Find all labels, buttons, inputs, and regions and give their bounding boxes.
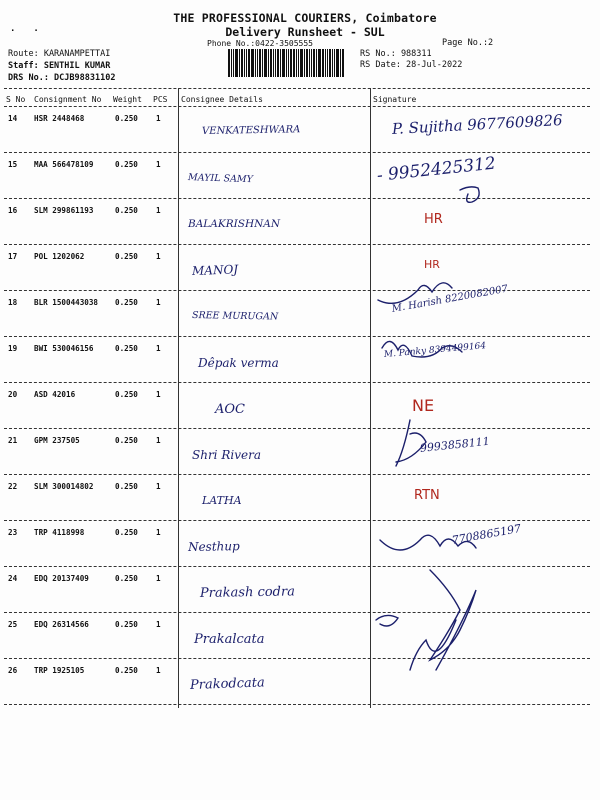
barcode-bar xyxy=(251,49,254,77)
barcode-bar xyxy=(248,49,250,77)
barcode-bar xyxy=(332,49,333,77)
cell-sno: 19 xyxy=(8,344,18,353)
barcode-bar xyxy=(313,49,315,77)
barcode-bar xyxy=(327,49,328,77)
cell-sno: 24 xyxy=(8,574,18,583)
cell-sno: 20 xyxy=(8,390,18,399)
barcode-bar xyxy=(268,49,269,77)
barcode-bar xyxy=(255,49,256,77)
cell-weight: 0.250 xyxy=(115,528,138,537)
cell-sno: 15 xyxy=(8,160,18,169)
cell-consignment: HSR 2448468 xyxy=(34,114,85,123)
cell-weight: 0.250 xyxy=(115,620,138,629)
barcode-bar xyxy=(241,49,243,77)
barcode-bar xyxy=(286,49,287,77)
barcode-bar xyxy=(336,49,339,77)
cell-pcs: 1 xyxy=(156,390,161,399)
consignee-name: Prakash codra xyxy=(199,584,296,601)
barcode-bar xyxy=(334,49,335,77)
cell-sno: 16 xyxy=(8,206,18,215)
cell-consignment: ASD 42016 xyxy=(34,390,76,399)
barcode-bar xyxy=(296,49,297,77)
cell-weight: 0.250 xyxy=(115,390,138,399)
barcode-bar xyxy=(288,49,289,77)
consignee-name: VENKATESHWARA xyxy=(201,124,301,137)
barcode-bar xyxy=(306,49,308,77)
barcode-bar xyxy=(290,49,292,77)
consignee-name: BALAKRISHNAN xyxy=(188,218,281,230)
barcode-bar xyxy=(259,49,261,77)
cell-consignment: SLM 299861193 xyxy=(34,206,94,215)
barcode-bar xyxy=(329,49,331,77)
signature-text: 7708865197 xyxy=(450,521,523,547)
cell-sno: 17 xyxy=(8,252,18,261)
consignee-name: Prakodcata xyxy=(189,675,265,693)
cell-pcs: 1 xyxy=(156,574,161,583)
barcode-bar xyxy=(322,49,324,77)
cell-weight: 0.250 xyxy=(115,206,138,215)
barcode-bar xyxy=(235,49,238,77)
company-title: THE PROFESSIONAL COURIERS, Coimbatore xyxy=(173,11,437,25)
barcode-bar xyxy=(342,49,344,77)
cell-pcs: 1 xyxy=(156,344,161,353)
col-header-consignment: Consignment No xyxy=(34,95,102,104)
rule-top xyxy=(4,88,590,89)
drs-number: DRS No.: DCJB98831102 xyxy=(8,73,116,83)
consignee-name: Prakalcata xyxy=(194,632,265,647)
rule-header xyxy=(4,106,590,107)
cell-weight: 0.250 xyxy=(115,252,138,261)
cell-pcs: 1 xyxy=(156,252,161,261)
phone-number: Phone No.:0422-3505555 xyxy=(207,39,313,48)
sheet-title: Delivery Runsheet - SUL xyxy=(225,25,385,39)
consignee-name: Nesthup xyxy=(187,539,240,554)
barcode-bar xyxy=(264,49,267,77)
cell-sno: 18 xyxy=(8,298,18,307)
barcode-bar xyxy=(304,49,305,77)
signature-text: RTN xyxy=(414,488,440,503)
cell-consignment: SLM 300014802 xyxy=(34,482,94,491)
consignee-name: Shri Rivera xyxy=(192,448,261,462)
barcode-bar xyxy=(228,49,230,77)
col-header-sno: S No xyxy=(6,95,26,104)
rs-number: RS No.: 988311 xyxy=(360,49,432,59)
signature-text: HR xyxy=(424,212,443,227)
barcode-bar xyxy=(273,49,274,77)
rs-date: RS Date: 28-Jul-2022 xyxy=(360,60,463,70)
cell-pcs: 1 xyxy=(156,528,161,537)
signature-scribbles xyxy=(370,150,600,710)
column-divider-consignee xyxy=(178,88,179,708)
barcode-bar xyxy=(316,49,317,77)
cell-weight: 0.250 xyxy=(115,666,138,675)
signature-text: HR xyxy=(424,258,440,271)
consignee-name: SREE MURUGAN xyxy=(191,310,279,323)
cell-pcs: 1 xyxy=(156,482,161,491)
barcode-bar xyxy=(298,49,299,77)
cell-weight: 0.250 xyxy=(115,160,138,169)
barcode-bar xyxy=(246,49,247,77)
signature-text: NE xyxy=(412,396,435,415)
barcode-bar xyxy=(270,49,272,77)
cell-sno: 23 xyxy=(8,528,18,537)
cell-pcs: 1 xyxy=(156,666,161,675)
col-header-pcs: PCS xyxy=(153,95,168,104)
cell-consignment: EDQ 20137409 xyxy=(34,574,89,583)
signature-text: M. Harish 8220082007 xyxy=(391,283,509,315)
cell-consignment: EDQ 26314566 xyxy=(34,620,89,629)
cell-consignment: MAA 566478109 xyxy=(34,160,94,169)
cell-sno: 22 xyxy=(8,482,18,491)
barcode-bar xyxy=(262,49,263,77)
col-header-consignee: Consignee Details xyxy=(181,95,263,104)
cell-consignment: POL 1202062 xyxy=(34,252,85,261)
cell-pcs: 1 xyxy=(156,620,161,629)
barcode-bar xyxy=(244,49,245,77)
cell-consignment: TRP 1925105 xyxy=(34,666,85,675)
barcode-bar xyxy=(309,49,310,77)
col-header-signature: Signature xyxy=(373,95,417,104)
cell-pcs: 1 xyxy=(156,298,161,307)
barcode-bar xyxy=(280,49,281,77)
barcode-bar xyxy=(318,49,321,77)
barcode-bar xyxy=(282,49,285,77)
cell-consignment: TRP 4118998 xyxy=(34,528,85,537)
signature-text: 9993858111 xyxy=(419,434,491,455)
cell-pcs: 1 xyxy=(156,114,161,123)
scan-marks: .. xyxy=(10,24,57,34)
cell-sno: 21 xyxy=(8,436,18,445)
barcode-bar xyxy=(311,49,312,77)
staff-label: Staff: SENTHIL KUMAR xyxy=(8,61,111,71)
cell-consignment: BLR 1500443038 xyxy=(34,298,99,307)
cell-pcs: 1 xyxy=(156,436,161,445)
barcode-bar xyxy=(340,49,341,77)
barcode-bar xyxy=(239,49,240,77)
barcode-bar xyxy=(257,49,258,77)
barcode-bar xyxy=(300,49,303,77)
barcode-bar xyxy=(293,49,295,77)
cell-weight: 0.250 xyxy=(115,574,138,583)
cell-weight: 0.250 xyxy=(115,344,138,353)
cell-pcs: 1 xyxy=(156,206,161,215)
page-number: Page No.:2 xyxy=(442,38,494,48)
signature-text: - 9952425312 xyxy=(375,153,497,186)
barcode-bar xyxy=(275,49,276,77)
cell-pcs: 1 xyxy=(156,160,161,169)
cell-consignment: BWI 530046156 xyxy=(34,344,94,353)
barcode-bar xyxy=(231,49,232,77)
cell-weight: 0.250 xyxy=(115,436,138,445)
barcode xyxy=(228,49,356,77)
col-header-weight: Weight xyxy=(113,95,142,104)
signature-text: M. Panky 8394499164 xyxy=(383,341,487,360)
barcode-bar xyxy=(277,49,279,77)
cell-sno: 14 xyxy=(8,114,18,123)
consignee-name: LATHA xyxy=(202,494,242,507)
barcode-bar xyxy=(233,49,234,77)
barcode-bar xyxy=(325,49,326,77)
cell-weight: 0.250 xyxy=(115,482,138,491)
cell-weight: 0.250 xyxy=(115,298,138,307)
signature-text: P. Sujitha 9677609826 xyxy=(391,111,564,138)
consignee-name: MAYIL SAMY xyxy=(187,172,254,186)
cell-sno: 26 xyxy=(8,666,18,675)
consignee-name: AOC xyxy=(215,402,245,417)
cell-sno: 25 xyxy=(8,620,18,629)
cell-weight: 0.250 xyxy=(115,114,138,123)
consignee-name: MANOJ xyxy=(191,262,239,278)
consignee-name: Dêpak verma xyxy=(198,356,279,370)
route-label: Route: KARANAMPETTAI xyxy=(8,49,111,59)
cell-consignment: GPM 237505 xyxy=(34,436,80,445)
